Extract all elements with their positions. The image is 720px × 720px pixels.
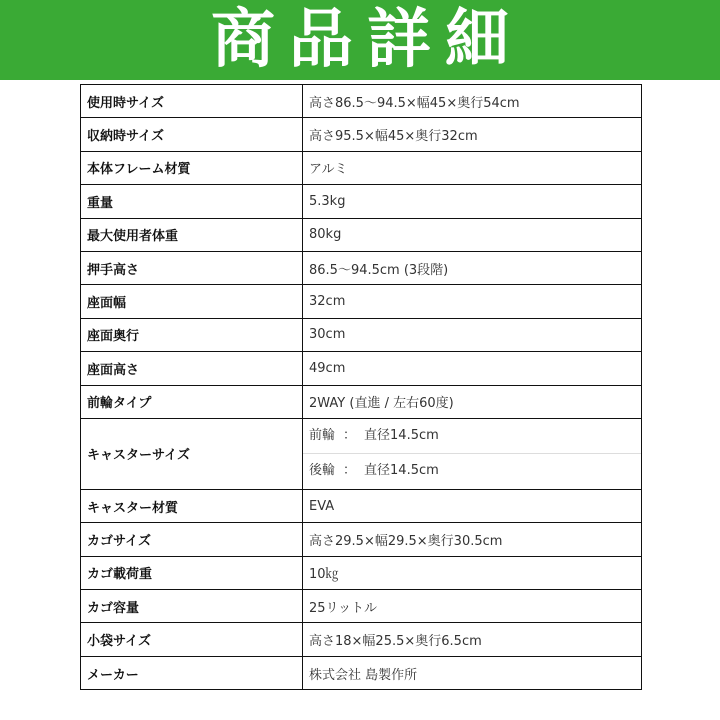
caster-rear-value: 直径14.5cm (364, 463, 439, 479)
spec-value-basket-load: 10㎏ (303, 556, 642, 589)
table-row (81, 185, 642, 218)
spec-label-usage-size: 使用時サイズ (81, 85, 303, 118)
table-row (81, 251, 642, 284)
spec-value-pouch-size: 高さ18×幅25.5×奥行6.5cm (303, 623, 642, 656)
spec-value-maker: 株式会社 島製作所 (303, 656, 642, 689)
spec-value-handle-height: 86.5～94.5cm (3段階) (303, 251, 642, 284)
spec-label-basket-load: カゴ載荷重 (81, 556, 303, 589)
spec-label-caster-size: キャスターサイズ (81, 418, 303, 489)
spec-label-caster-material: キャスター材質 (81, 489, 303, 522)
spec-label-front-wheel-type: 前輪タイプ (81, 385, 303, 418)
table-row (81, 590, 642, 623)
spec-value-caster-size (303, 418, 642, 489)
spec-value-weight: 5.3kg (303, 185, 642, 218)
spec-label-weight: 重量 (81, 185, 303, 218)
caster-rear-row (303, 454, 641, 489)
table-row (81, 623, 642, 656)
header-banner (0, 0, 720, 80)
caster-rear-name: 後輪 (309, 463, 336, 479)
spec-label-basket-capacity: カゴ容量 (81, 590, 303, 623)
spec-value-seat-height: 49cm (303, 352, 642, 385)
spec-label-handle-height: 押手高さ (81, 251, 303, 284)
spec-value-folded-size: 高さ95.5×幅45×奥行32cm (303, 118, 642, 151)
table-row (81, 523, 642, 556)
table-row (81, 85, 642, 118)
caster-front-row (303, 419, 641, 455)
spec-table (80, 84, 642, 690)
spec-value-caster-material: EVA (303, 489, 642, 522)
spec-value-usage-size: 高さ86.5～94.5×幅45×奥行54cm (303, 85, 642, 118)
table-row (81, 218, 642, 251)
spec-label-frame-material: 本体フレーム材質 (81, 151, 303, 184)
table-row (81, 418, 642, 489)
table-row (81, 318, 642, 351)
page-title: 商品詳細 (211, 3, 523, 77)
table-row (81, 489, 642, 522)
table-row (81, 385, 642, 418)
table-row (81, 285, 642, 318)
spec-label-basket-size: カゴサイズ (81, 523, 303, 556)
table-row (81, 656, 642, 689)
spec-label-max-user-weight: 最大使用者体重 (81, 218, 303, 251)
spec-value-frame-material: アルミ (303, 151, 642, 184)
spec-value-front-wheel-type: 2WAY (直進 / 左右60度) (303, 385, 642, 418)
spec-label-seat-height: 座面高さ (81, 352, 303, 385)
spec-label-maker: メーカー (81, 656, 303, 689)
spec-value-basket-size: 高さ29.5×幅29.5×奥行30.5cm (303, 523, 642, 556)
table-row (81, 151, 642, 184)
spec-value-basket-capacity: 25リットル (303, 590, 642, 623)
spec-label-folded-size: 収納時サイズ (81, 118, 303, 151)
table-row (81, 118, 642, 151)
spec-value-seat-depth: 30cm (303, 318, 642, 351)
caster-rear-sep: ： (343, 463, 357, 479)
table-row (81, 556, 642, 589)
spec-value-max-user-weight: 80kg (303, 218, 642, 251)
caster-front-value: 直径14.5cm (364, 427, 439, 443)
spec-label-pouch-size: 小袋サイズ (81, 623, 303, 656)
caster-front-name: 前輪 (309, 427, 336, 443)
spec-label-seat-width: 座面幅 (81, 285, 303, 318)
spec-value-seat-width: 32cm (303, 285, 642, 318)
caster-front-sep: ： (343, 427, 357, 443)
table-row (81, 352, 642, 385)
spec-label-seat-depth: 座面奥行 (81, 318, 303, 351)
